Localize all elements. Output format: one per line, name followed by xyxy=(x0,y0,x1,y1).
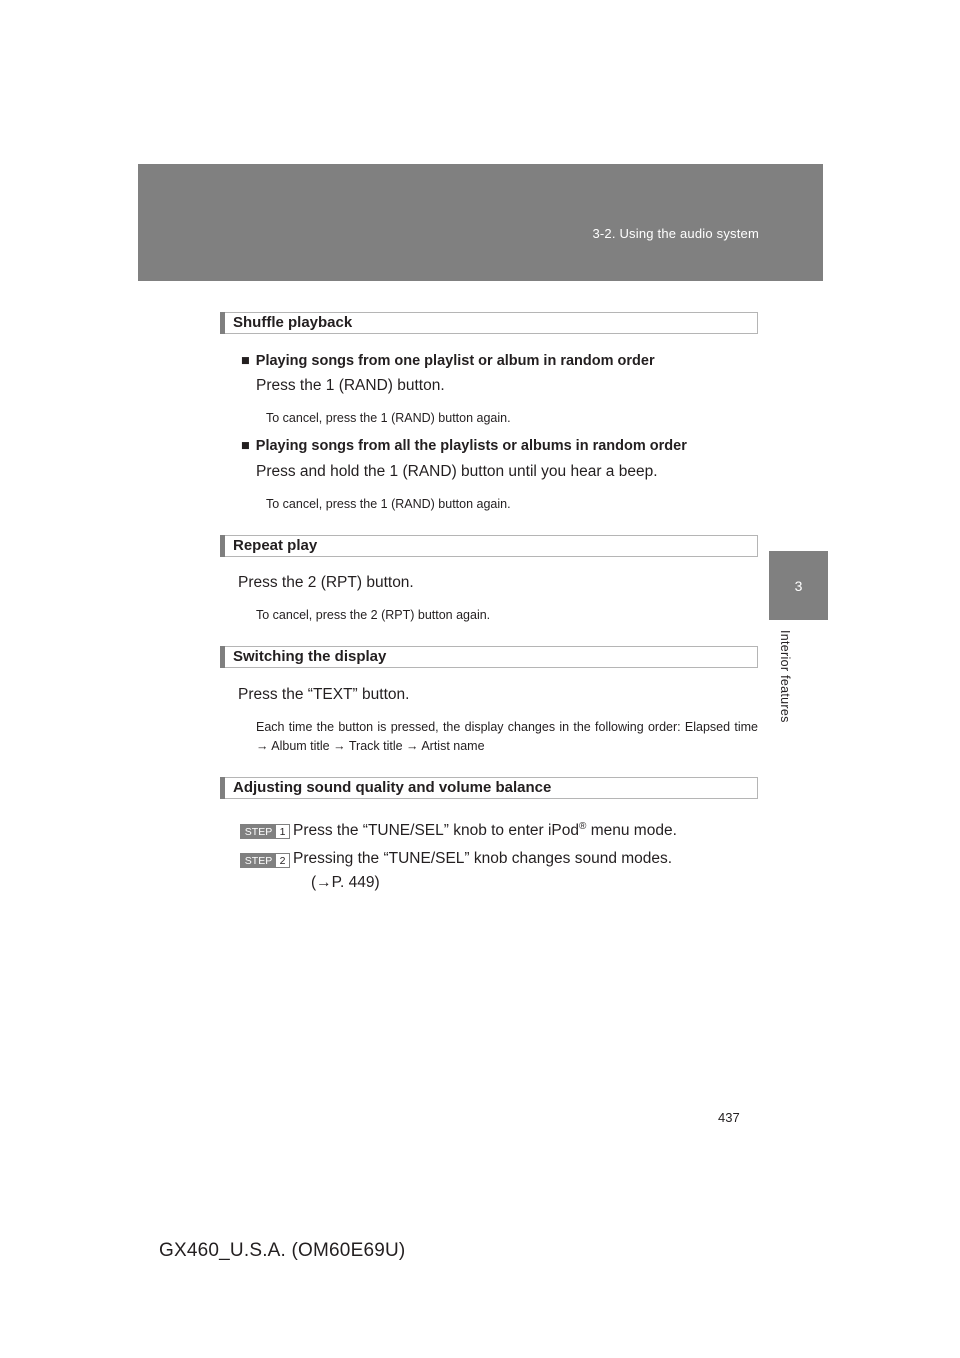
section-heading-display xyxy=(220,646,758,668)
registered-mark: ® xyxy=(579,821,587,832)
note-text: To cancel, press the 2 (RPT) button again. xyxy=(256,608,491,622)
note-text: To cancel, press the 1 (RAND) button again. xyxy=(266,497,511,511)
page-number: 437 xyxy=(718,1110,740,1125)
step-word: STEP xyxy=(241,854,276,867)
instruction-text: Press the 1 (RAND) button. xyxy=(256,377,445,394)
section-title: Shuffle playback xyxy=(233,314,353,331)
page-reference-link[interactable]: (→P. 449) xyxy=(311,874,380,891)
instruction-text: Press the “TEXT” button. xyxy=(238,686,410,703)
section-title: Adjusting sound quality and volume balance xyxy=(233,779,552,796)
section-accent-bar xyxy=(220,535,225,557)
chapter-number: 3 xyxy=(794,577,803,594)
note-text: Each time the button is pressed, the display changes in the following order: Elapsed time → Album title → Track title → Artist name xyxy=(256,720,758,753)
subheading-all-playlists xyxy=(241,438,687,454)
step-word: STEP xyxy=(241,825,276,838)
step-2-badge xyxy=(240,853,290,868)
step-1-text xyxy=(293,821,677,840)
step-text-end: menu mode. xyxy=(586,822,677,840)
step-1-badge xyxy=(240,824,290,839)
section-accent-bar xyxy=(220,777,225,799)
section-heading-repeat xyxy=(220,535,758,557)
chapter-side-label: Interior features xyxy=(778,630,792,723)
section-heading-sound xyxy=(220,777,758,799)
square-bullet-icon: ■ xyxy=(241,353,250,369)
subheading-one-playlist xyxy=(241,353,655,369)
section-heading-shuffle xyxy=(220,312,758,334)
footer-document-code: GX460_U.S.A. (OM60E69U) xyxy=(159,1240,406,1261)
subheading-text: Playing songs from all the playlists or albums in random order xyxy=(255,438,687,454)
subheading-text: Playing songs from one playlist or album in random order xyxy=(255,353,655,369)
note-text: To cancel, press the 1 (RAND) button again. xyxy=(266,411,511,425)
instruction-text: Press and hold the 1 (RAND) button until you hear a beep. xyxy=(256,463,658,480)
chapter-header-band xyxy=(138,164,823,281)
section-title: Switching the display xyxy=(233,648,387,665)
instruction-text: Press the 2 (RPT) button. xyxy=(238,574,414,591)
square-bullet-icon: ■ xyxy=(241,438,250,454)
step-2-text: Pressing the “TUNE/SEL” knob changes sound modes. xyxy=(293,850,673,867)
section-title: Repeat play xyxy=(233,537,318,554)
chapter-number-tab xyxy=(769,551,828,620)
section-accent-bar xyxy=(220,646,225,668)
step-number: 2 xyxy=(279,854,286,867)
section-accent-bar xyxy=(220,312,225,334)
step-text: Press the “TUNE/SEL” knob to enter iPod xyxy=(293,822,580,840)
chapter-section-title: 3-2. Using the audio system xyxy=(592,226,759,241)
step-number: 1 xyxy=(279,825,286,838)
